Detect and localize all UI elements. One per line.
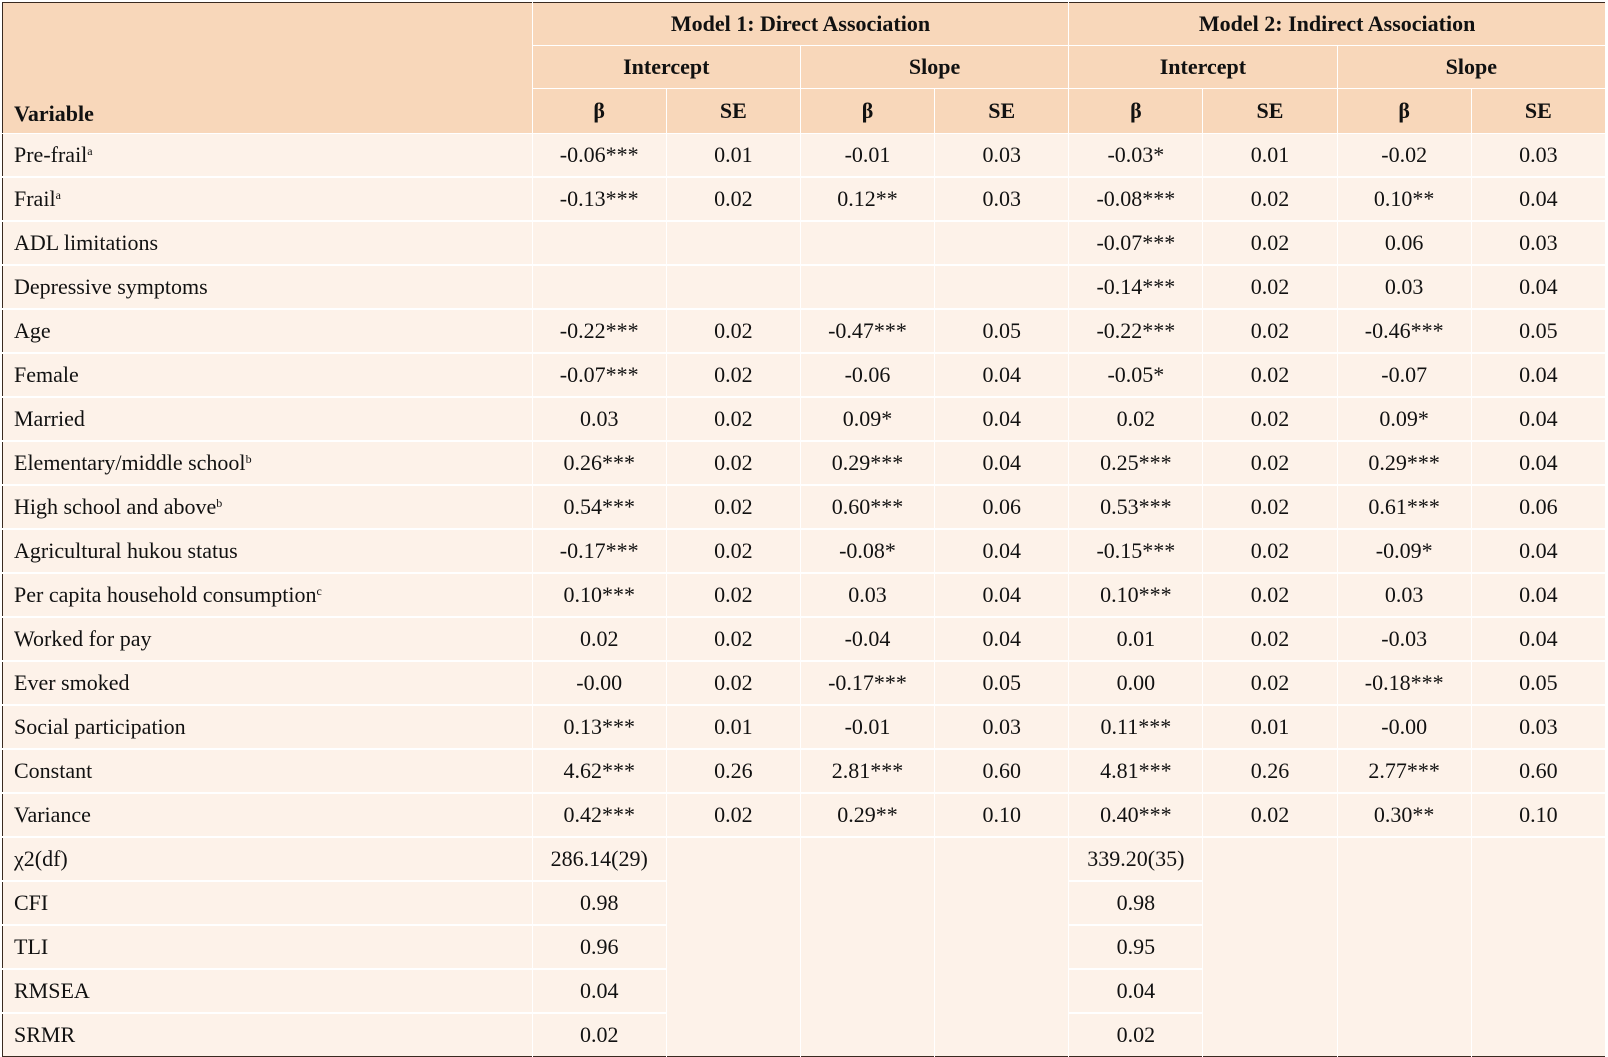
table-row: [3, 134, 1606, 178]
regression-table: [2, 2, 1606, 1057]
value-cell: 0.25***: [1069, 441, 1203, 485]
value-cell: 0.02: [1203, 529, 1337, 573]
fit-value-model2: 339.20(35): [1069, 837, 1203, 881]
value-cell: -0.03*: [1069, 134, 1203, 178]
value-cell: 0.02: [666, 573, 800, 617]
footnote-marker: a: [55, 188, 61, 202]
variable-cell: [3, 309, 533, 353]
value-cell: 0.61***: [1337, 485, 1471, 529]
value-cell: 0.06: [1337, 221, 1471, 265]
value-cell: -0.01: [800, 705, 934, 749]
value-cell: 0.05: [1471, 309, 1605, 353]
value-cell: 0.10***: [532, 573, 666, 617]
value-cell: 0.02: [666, 617, 800, 661]
value-cell: -0.17***: [532, 529, 666, 573]
empty-cell: [1337, 1013, 1471, 1057]
empty-cell: [800, 1013, 934, 1057]
table-row: [3, 221, 1606, 265]
variable-cell: [3, 177, 533, 221]
value-cell: 0.29***: [800, 441, 934, 485]
value-cell: 0.02: [1203, 265, 1337, 309]
variable-label: Age: [14, 318, 51, 343]
fit-value-model2: 0.95: [1069, 925, 1203, 969]
variable-label: Pre-frail: [14, 142, 88, 167]
empty-cell: [935, 1013, 1069, 1057]
value-cell: 0.02: [666, 441, 800, 485]
variable-label: Depressive symptoms: [14, 274, 208, 299]
variable-label: Frail: [14, 186, 56, 211]
empty-cell: [666, 881, 800, 925]
variable-cell: [3, 441, 533, 485]
variable-cell: [3, 705, 533, 749]
value-cell: 0.29**: [800, 793, 934, 837]
value-cell: 0.02: [1203, 485, 1337, 529]
fit-value-model1: 0.04: [532, 969, 666, 1013]
value-cell: 2.77***: [1337, 749, 1471, 793]
value-cell: 0.10***: [1069, 573, 1203, 617]
value-cell: -0.06***: [532, 134, 666, 178]
beta-header: β: [800, 89, 934, 134]
value-cell: 0.26***: [532, 441, 666, 485]
value-cell: -0.03: [1337, 617, 1471, 661]
se-header: SE: [1471, 89, 1605, 134]
value-cell: 0.01: [666, 705, 800, 749]
table-row: [3, 793, 1606, 837]
value-cell: -0.00: [1337, 705, 1471, 749]
value-cell: -0.15***: [1069, 529, 1203, 573]
fit-value-model2: 0.04: [1069, 969, 1203, 1013]
value-cell: [532, 265, 666, 309]
value-cell: -0.07***: [1069, 221, 1203, 265]
value-cell: 0.12**: [800, 177, 934, 221]
value-cell: 0.40***: [1069, 793, 1203, 837]
value-cell: 4.62***: [532, 749, 666, 793]
variable-label: Female: [14, 362, 79, 387]
value-cell: 0.53***: [1069, 485, 1203, 529]
value-cell: 0.01: [1203, 134, 1337, 178]
value-cell: 0.04: [935, 353, 1069, 397]
value-cell: [666, 265, 800, 309]
value-cell: 0.03: [1471, 134, 1605, 178]
empty-cell: [1337, 837, 1471, 881]
variable-header: Variable: [3, 3, 533, 134]
variable-cell: [3, 573, 533, 617]
fit-row: [3, 925, 1606, 969]
value-cell: -0.46***: [1337, 309, 1471, 353]
value-cell: 0.02: [666, 485, 800, 529]
table-header: [3, 3, 1606, 134]
value-cell: 0.02: [1203, 793, 1337, 837]
fit-label: TLI: [3, 925, 533, 969]
empty-cell: [1203, 837, 1337, 881]
se-header: SE: [935, 89, 1069, 134]
fit-value-model1: 0.02: [532, 1013, 666, 1057]
value-cell: [666, 221, 800, 265]
empty-cell: [1203, 1013, 1337, 1057]
fit-row: [3, 969, 1606, 1013]
value-cell: 0.10: [1471, 793, 1605, 837]
variable-label: Per capita household consumption: [14, 582, 317, 607]
empty-cell: [1471, 969, 1605, 1013]
value-cell: 4.81***: [1069, 749, 1203, 793]
value-cell: 0.02: [532, 617, 666, 661]
variable-label: Elementary/middle school: [14, 450, 246, 475]
se-header: SE: [666, 89, 800, 134]
table-row: [3, 265, 1606, 309]
value-cell: -0.08***: [1069, 177, 1203, 221]
value-cell: 0.02: [666, 397, 800, 441]
value-cell: 0.04: [1471, 617, 1605, 661]
value-cell: 0.42***: [532, 793, 666, 837]
value-cell: 0.60***: [800, 485, 934, 529]
fit-label: CFI: [3, 881, 533, 925]
value-cell: 0.04: [935, 617, 1069, 661]
value-cell: 0.60: [935, 749, 1069, 793]
fit-value-model1: 0.98: [532, 881, 666, 925]
value-cell: -0.07: [1337, 353, 1471, 397]
value-cell: 0.02: [1069, 397, 1203, 441]
table-row: [3, 617, 1606, 661]
empty-cell: [666, 925, 800, 969]
value-cell: 0.04: [935, 573, 1069, 617]
empty-cell: [1471, 881, 1605, 925]
value-cell: -0.02: [1337, 134, 1471, 178]
beta-header: β: [1069, 89, 1203, 134]
empty-cell: [1471, 1013, 1605, 1057]
table-row: [3, 573, 1606, 617]
variable-cell: [3, 661, 533, 705]
table-row: [3, 441, 1606, 485]
value-cell: -0.47***: [800, 309, 934, 353]
empty-cell: [1203, 969, 1337, 1013]
value-cell: 0.03: [800, 573, 934, 617]
empty-cell: [800, 969, 934, 1013]
model2-slope-header: Slope: [1337, 46, 1605, 89]
value-cell: 0.03: [935, 177, 1069, 221]
value-cell: 0.02: [1203, 353, 1337, 397]
empty-cell: [1203, 881, 1337, 925]
value-cell: 0.02: [1203, 441, 1337, 485]
value-cell: 0.01: [1203, 705, 1337, 749]
fit-value-model2: 0.98: [1069, 881, 1203, 925]
value-cell: 0.06: [1471, 485, 1605, 529]
variable-label: Agricultural hukou status: [14, 538, 238, 563]
value-cell: 0.02: [1203, 617, 1337, 661]
value-cell: 0.02: [1203, 177, 1337, 221]
value-cell: 0.05: [935, 309, 1069, 353]
variable-cell: [3, 793, 533, 837]
value-cell: -0.22***: [1069, 309, 1203, 353]
empty-cell: [800, 881, 934, 925]
table-row: [3, 177, 1606, 221]
fit-value-model1: 0.96: [532, 925, 666, 969]
value-cell: [800, 265, 934, 309]
value-cell: -0.06: [800, 353, 934, 397]
value-cell: 0.10: [935, 793, 1069, 837]
footnote-marker: a: [87, 144, 93, 158]
empty-cell: [935, 925, 1069, 969]
value-cell: 0.04: [1471, 529, 1605, 573]
table-row: [3, 485, 1606, 529]
variable-label: High school and above: [14, 494, 217, 519]
value-cell: 0.11***: [1069, 705, 1203, 749]
empty-cell: [666, 837, 800, 881]
model1-slope-header: Slope: [800, 46, 1068, 89]
value-cell: -0.18***: [1337, 661, 1471, 705]
variable-cell: [3, 221, 533, 265]
value-cell: -0.13***: [532, 177, 666, 221]
model2-header: Model 2: Indirect Association: [1069, 3, 1606, 46]
fit-label: χ2(df): [3, 837, 533, 881]
variable-cell: [3, 617, 533, 661]
variable-cell: [3, 485, 533, 529]
empty-cell: [666, 969, 800, 1013]
value-cell: 0.02: [1203, 397, 1337, 441]
value-cell: -0.22***: [532, 309, 666, 353]
value-cell: 0.02: [1203, 309, 1337, 353]
value-cell: 0.02: [1203, 661, 1337, 705]
value-cell: 0.01: [1069, 617, 1203, 661]
value-cell: -0.05*: [1069, 353, 1203, 397]
value-cell: 0.03: [1471, 705, 1605, 749]
empty-cell: [1471, 925, 1605, 969]
value-cell: 0.05: [935, 661, 1069, 705]
variable-label: Constant: [14, 758, 93, 783]
value-cell: 0.04: [935, 397, 1069, 441]
fit-label: SRMR: [3, 1013, 533, 1057]
model1-header: Model 1: Direct Association: [532, 3, 1069, 46]
empty-cell: [800, 925, 934, 969]
variable-label: Variance: [14, 802, 91, 827]
value-cell: [935, 221, 1069, 265]
value-cell: -0.04: [800, 617, 934, 661]
value-cell: -0.17***: [800, 661, 934, 705]
value-cell: 0.01: [666, 134, 800, 178]
value-cell: 0.09*: [800, 397, 934, 441]
table-row: [3, 749, 1606, 793]
variable-cell: [3, 749, 533, 793]
value-cell: 0.00: [1069, 661, 1203, 705]
value-cell: [532, 221, 666, 265]
value-cell: 0.09*: [1337, 397, 1471, 441]
value-cell: -0.14***: [1069, 265, 1203, 309]
variable-label: Married: [14, 406, 85, 431]
fit-row: [3, 837, 1606, 881]
value-cell: 0.05: [1471, 661, 1605, 705]
value-cell: -0.00: [532, 661, 666, 705]
value-cell: 0.06: [935, 485, 1069, 529]
value-cell: -0.01: [800, 134, 934, 178]
footnote-marker: c: [316, 584, 322, 598]
value-cell: -0.09*: [1337, 529, 1471, 573]
fit-label: RMSEA: [3, 969, 533, 1013]
value-cell: [800, 221, 934, 265]
value-cell: -0.07***: [532, 353, 666, 397]
table-body: [3, 134, 1606, 1057]
empty-cell: [1337, 969, 1471, 1013]
footnote-marker: b: [245, 452, 252, 466]
table-row: [3, 661, 1606, 705]
variable-label: Ever smoked: [14, 670, 130, 695]
value-cell: 0.04: [1471, 353, 1605, 397]
value-cell: 2.81***: [800, 749, 934, 793]
table-row: [3, 353, 1606, 397]
value-cell: 0.54***: [532, 485, 666, 529]
empty-cell: [1471, 837, 1605, 881]
value-cell: 0.03: [1337, 265, 1471, 309]
value-cell: 0.04: [1471, 573, 1605, 617]
table-row: [3, 309, 1606, 353]
value-cell: 0.02: [1203, 573, 1337, 617]
empty-cell: [666, 1013, 800, 1057]
value-cell: 0.02: [666, 529, 800, 573]
se-header: SE: [1203, 89, 1337, 134]
variable-label: Worked for pay: [14, 626, 152, 651]
table-row: [3, 529, 1606, 573]
empty-cell: [1203, 925, 1337, 969]
fit-value-model1: 286.14(29): [532, 837, 666, 881]
value-cell: 0.13***: [532, 705, 666, 749]
empty-cell: [1337, 925, 1471, 969]
value-cell: 0.04: [1471, 397, 1605, 441]
value-cell: 0.02: [666, 661, 800, 705]
value-cell: 0.10**: [1337, 177, 1471, 221]
variable-cell: [3, 353, 533, 397]
empty-cell: [1337, 881, 1471, 925]
variable-label: ADL limitations: [14, 230, 159, 255]
value-cell: 0.04: [1471, 265, 1605, 309]
value-cell: 0.03: [935, 134, 1069, 178]
empty-cell: [935, 837, 1069, 881]
variable-label: Social participation: [14, 714, 186, 739]
model1-intercept-header: Intercept: [532, 46, 800, 89]
value-cell: 0.60: [1471, 749, 1605, 793]
value-cell: [935, 265, 1069, 309]
value-cell: -0.08*: [800, 529, 934, 573]
value-cell: 0.03: [532, 397, 666, 441]
value-cell: 0.04: [935, 441, 1069, 485]
value-cell: 0.26: [666, 749, 800, 793]
fit-row: [3, 881, 1606, 925]
empty-cell: [800, 837, 934, 881]
value-cell: 0.04: [935, 529, 1069, 573]
model2-intercept-header: Intercept: [1069, 46, 1337, 89]
footnote-marker: b: [216, 496, 223, 510]
variable-cell: [3, 397, 533, 441]
value-cell: 0.30**: [1337, 793, 1471, 837]
value-cell: 0.02: [666, 309, 800, 353]
fit-value-model2: 0.02: [1069, 1013, 1203, 1057]
value-cell: 0.02: [1203, 221, 1337, 265]
value-cell: 0.04: [1471, 177, 1605, 221]
beta-header: β: [1337, 89, 1471, 134]
value-cell: 0.03: [935, 705, 1069, 749]
value-cell: 0.29***: [1337, 441, 1471, 485]
fit-row: [3, 1013, 1606, 1057]
value-cell: 0.04: [1471, 441, 1605, 485]
variable-cell: [3, 265, 533, 309]
value-cell: 0.26: [1203, 749, 1337, 793]
variable-cell: [3, 134, 533, 178]
value-cell: 0.03: [1337, 573, 1471, 617]
value-cell: 0.02: [666, 177, 800, 221]
empty-cell: [935, 969, 1069, 1013]
table-row: [3, 397, 1606, 441]
value-cell: 0.02: [666, 353, 800, 397]
value-cell: 0.03: [1471, 221, 1605, 265]
beta-header: β: [532, 89, 666, 134]
value-cell: 0.02: [666, 793, 800, 837]
variable-cell: [3, 529, 533, 573]
table-row: [3, 705, 1606, 749]
empty-cell: [935, 881, 1069, 925]
